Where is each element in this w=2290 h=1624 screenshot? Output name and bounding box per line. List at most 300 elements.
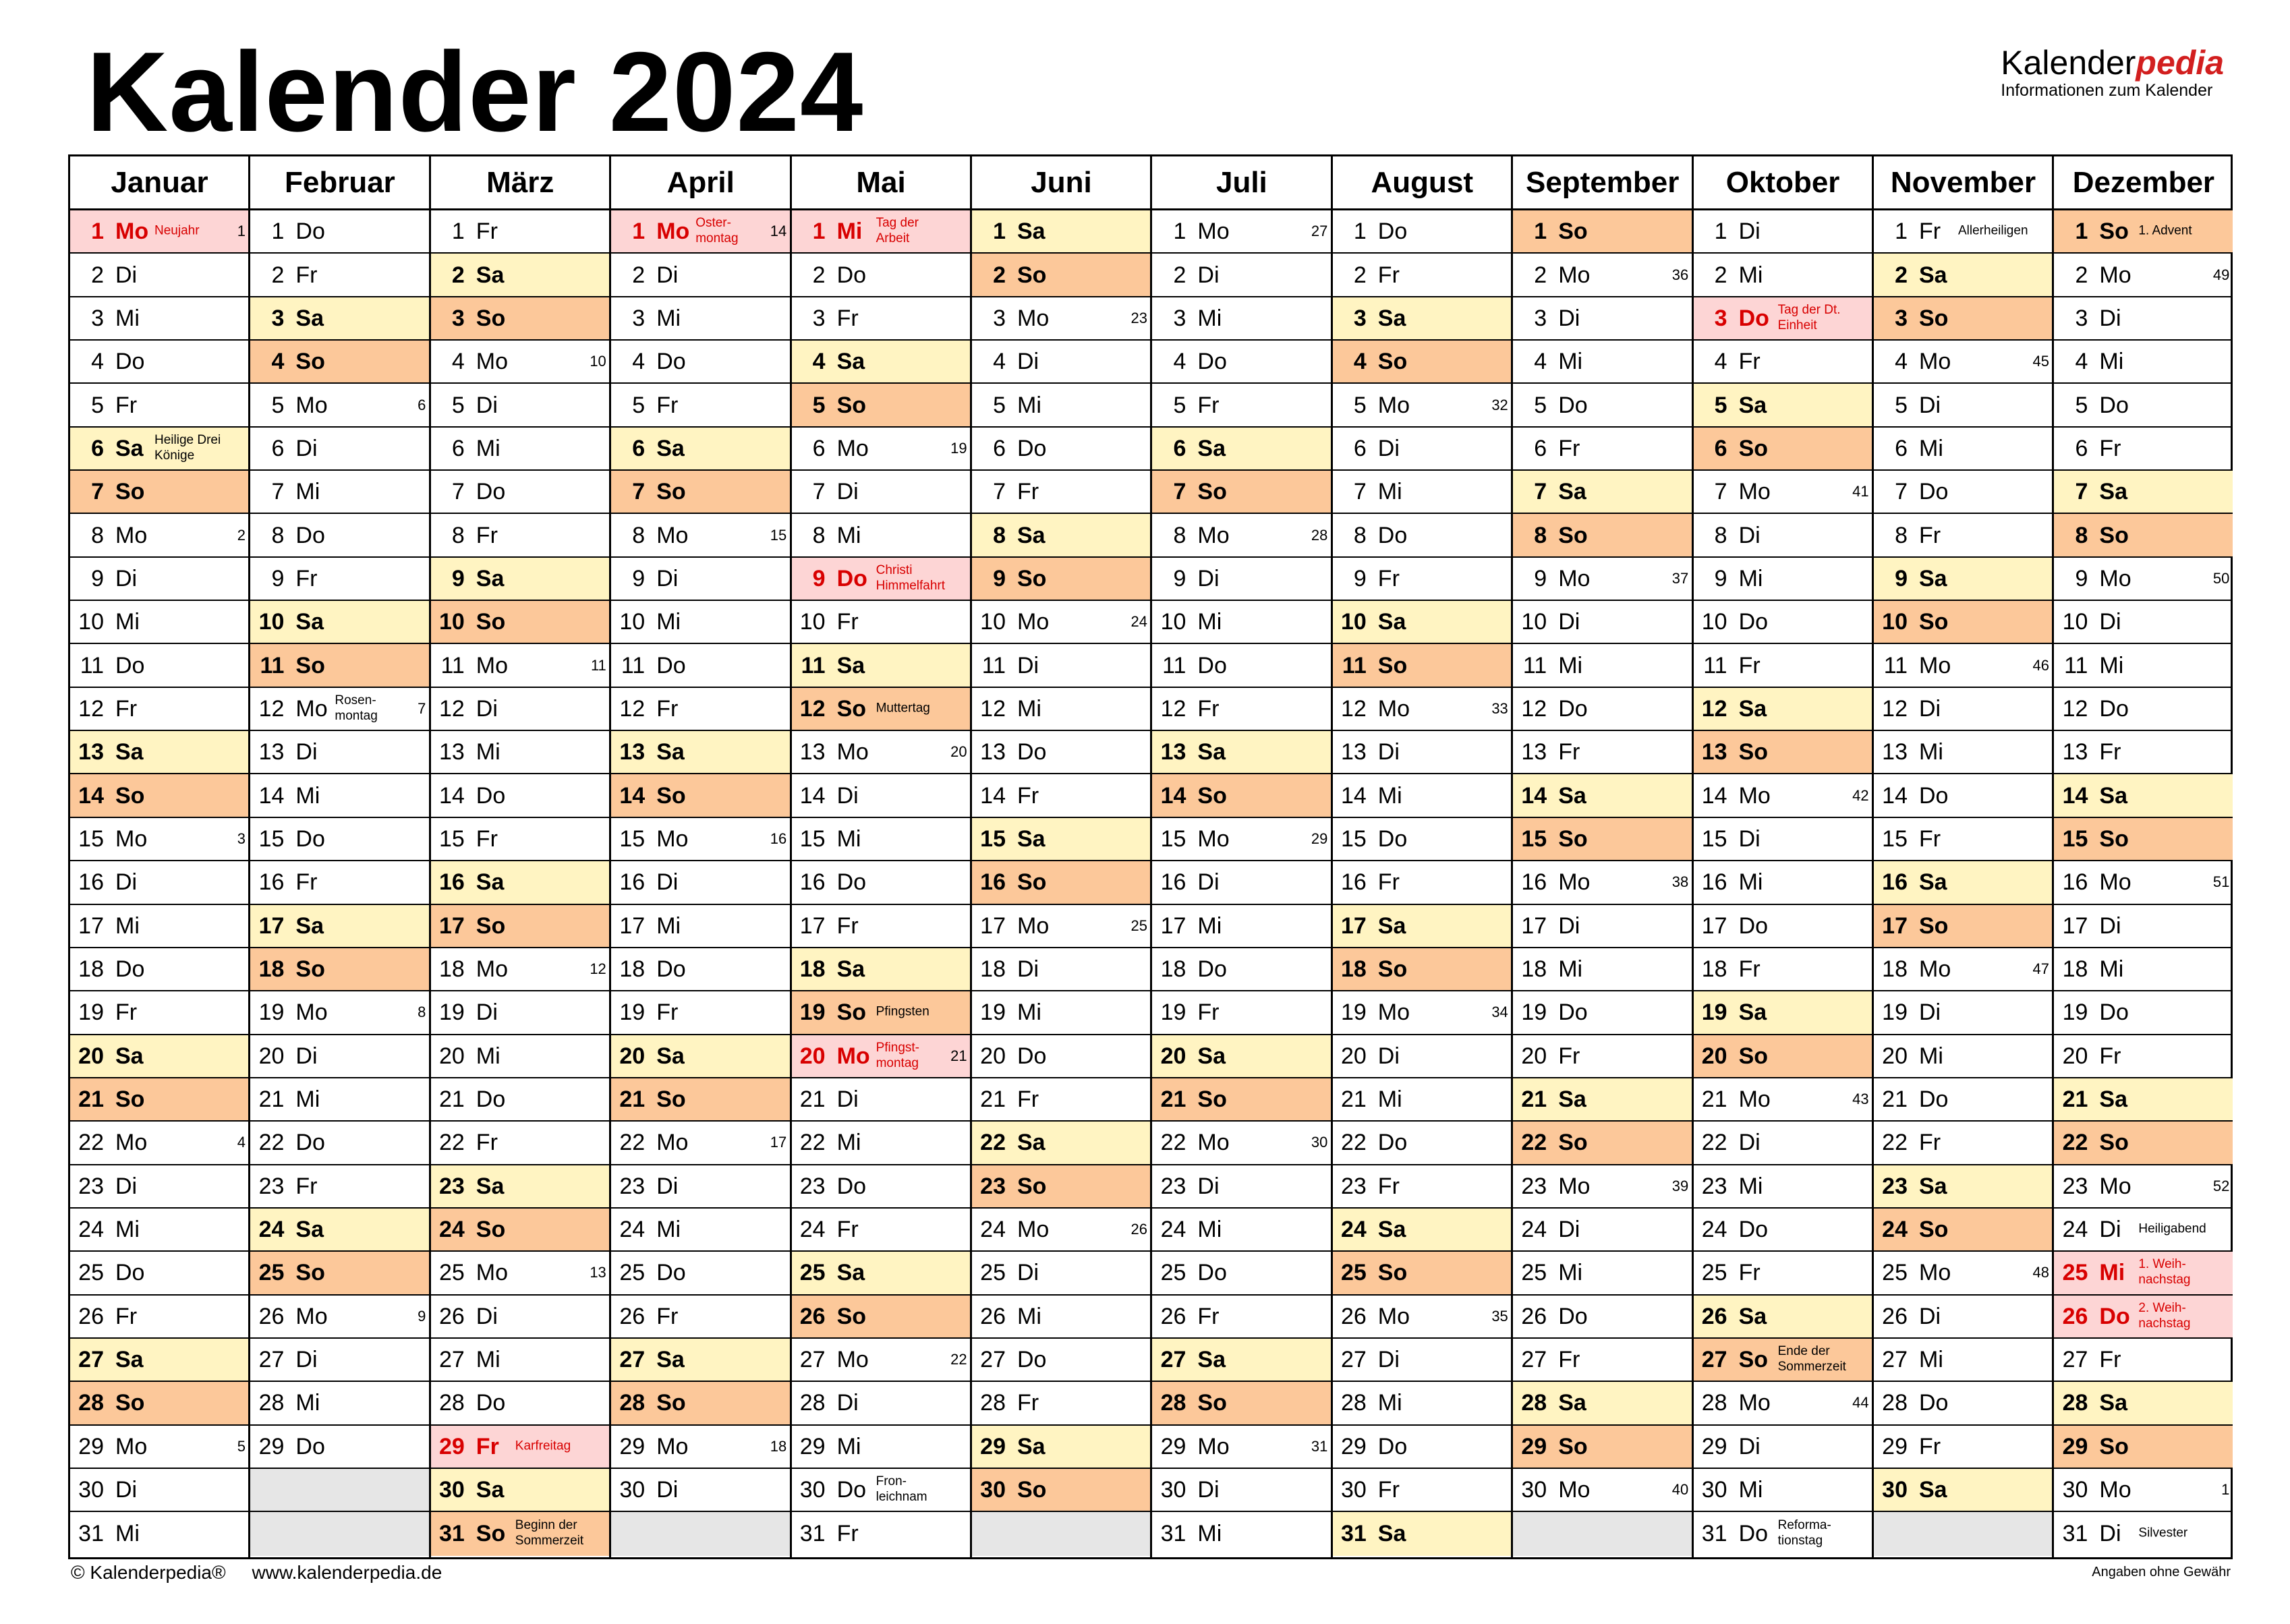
day-cell[interactable] <box>1694 210 1872 254</box>
day-cell[interactable] <box>792 774 971 817</box>
day-cell[interactable] <box>611 558 790 601</box>
day-cell[interactable] <box>1333 991 1512 1035</box>
day-cell[interactable] <box>1874 774 2053 817</box>
day-cell[interactable] <box>611 1382 790 1425</box>
day-cell[interactable] <box>431 1252 610 1295</box>
day-cell[interactable] <box>70 1122 249 1165</box>
day-cell[interactable] <box>70 297 249 341</box>
day-cell[interactable] <box>70 688 249 731</box>
day-cell[interactable] <box>1513 644 1692 687</box>
day-cell[interactable] <box>431 644 610 687</box>
day-cell[interactable] <box>1333 1209 1512 1252</box>
day-cell[interactable] <box>1333 384 1512 427</box>
day-cell[interactable] <box>1874 1339 2053 1382</box>
day-cell[interactable] <box>611 601 790 644</box>
day-cell[interactable] <box>1333 861 1512 904</box>
day-cell[interactable] <box>431 384 610 427</box>
day-cell[interactable] <box>70 1165 249 1209</box>
day-cell[interactable] <box>1333 1512 1512 1555</box>
day-cell[interactable] <box>1694 297 1872 341</box>
day-cell[interactable] <box>70 1382 249 1425</box>
day-cell[interactable] <box>611 1426 790 1469</box>
day-cell[interactable] <box>972 514 1151 557</box>
day-cell[interactable] <box>1152 1252 1331 1295</box>
day-cell[interactable] <box>70 341 249 384</box>
day-cell[interactable] <box>972 1165 1151 1209</box>
day-cell[interactable] <box>1513 384 1692 427</box>
day-cell[interactable] <box>611 210 790 254</box>
day-cell[interactable] <box>972 818 1151 861</box>
day-cell[interactable] <box>1874 1469 2053 1512</box>
day-cell[interactable] <box>2054 428 2233 471</box>
day-cell[interactable] <box>1874 948 2053 991</box>
day-cell[interactable] <box>792 1296 971 1339</box>
day-cell[interactable] <box>792 861 971 904</box>
day-cell[interactable] <box>431 1165 610 1209</box>
day-cell[interactable] <box>1333 601 1512 644</box>
day-cell[interactable] <box>972 948 1151 991</box>
day-cell[interactable] <box>611 948 790 991</box>
day-cell[interactable] <box>611 1035 790 1078</box>
day-cell[interactable] <box>1333 688 1512 731</box>
day-cell[interactable] <box>611 731 790 774</box>
day-cell[interactable] <box>2054 1426 2233 1469</box>
day-cell[interactable] <box>1333 558 1512 601</box>
day-cell[interactable] <box>431 514 610 557</box>
day-cell[interactable] <box>2054 471 2233 514</box>
day-cell[interactable] <box>611 861 790 904</box>
day-cell[interactable] <box>250 861 429 904</box>
day-cell[interactable] <box>1694 1035 1872 1078</box>
day-cell[interactable] <box>1513 1122 1692 1165</box>
day-cell[interactable] <box>1694 1382 1872 1425</box>
day-cell[interactable] <box>70 384 249 427</box>
day-cell[interactable] <box>250 341 429 384</box>
day-cell[interactable] <box>1333 341 1512 384</box>
day-cell[interactable] <box>2054 1382 2233 1425</box>
day-cell[interactable] <box>1152 948 1331 991</box>
day-cell[interactable] <box>972 428 1151 471</box>
day-cell[interactable] <box>70 471 249 514</box>
day-cell[interactable] <box>1513 341 1692 384</box>
day-cell[interactable] <box>972 1296 1151 1339</box>
day-cell[interactable] <box>431 1469 610 1512</box>
day-cell[interactable] <box>1333 254 1512 297</box>
day-cell[interactable] <box>1152 1512 1331 1555</box>
day-cell[interactable] <box>972 905 1151 948</box>
day-cell[interactable] <box>1513 818 1692 861</box>
day-cell[interactable] <box>1152 774 1331 817</box>
day-cell[interactable] <box>431 688 610 731</box>
day-cell[interactable] <box>1333 1469 1512 1512</box>
day-cell[interactable] <box>611 774 790 817</box>
day-cell[interactable] <box>1874 428 2053 471</box>
day-cell[interactable] <box>431 297 610 341</box>
day-cell[interactable] <box>1513 1165 1692 1209</box>
day-cell[interactable] <box>1874 210 2053 254</box>
day-cell[interactable] <box>611 384 790 427</box>
day-cell[interactable] <box>972 1122 1151 1165</box>
day-cell[interactable] <box>250 1209 429 1252</box>
day-cell[interactable] <box>1152 341 1331 384</box>
day-cell[interactable] <box>611 1122 790 1165</box>
day-cell[interactable] <box>1333 210 1512 254</box>
day-cell[interactable] <box>1152 1078 1331 1122</box>
day-cell[interactable] <box>1513 471 1692 514</box>
day-cell[interactable] <box>611 1209 790 1252</box>
day-cell[interactable] <box>1513 1382 1692 1425</box>
day-cell[interactable] <box>792 1469 971 1512</box>
day-cell[interactable] <box>1694 991 1872 1035</box>
day-cell[interactable] <box>1874 1252 2053 1295</box>
day-cell[interactable] <box>2054 731 2233 774</box>
day-cell[interactable] <box>250 601 429 644</box>
day-cell[interactable] <box>250 1296 429 1339</box>
day-cell[interactable] <box>972 1382 1151 1425</box>
day-cell[interactable] <box>972 861 1151 904</box>
day-cell[interactable] <box>1694 1165 1872 1209</box>
day-cell[interactable] <box>2054 1469 2233 1512</box>
day-cell[interactable] <box>1694 1339 1872 1382</box>
day-cell[interactable] <box>792 1512 971 1555</box>
day-cell[interactable] <box>792 514 971 557</box>
day-cell[interactable] <box>792 1382 971 1425</box>
day-cell[interactable] <box>250 1165 429 1209</box>
day-cell[interactable] <box>792 558 971 601</box>
day-cell[interactable] <box>250 731 429 774</box>
day-cell[interactable] <box>1874 514 2053 557</box>
day-cell[interactable] <box>1694 601 1872 644</box>
day-cell[interactable] <box>792 1252 971 1295</box>
day-cell[interactable] <box>2054 1209 2233 1252</box>
day-cell[interactable] <box>1513 558 1692 601</box>
day-cell[interactable] <box>250 1122 429 1165</box>
day-cell[interactable] <box>1694 384 1872 427</box>
day-cell[interactable] <box>611 428 790 471</box>
day-cell[interactable] <box>1874 905 2053 948</box>
day-cell[interactable] <box>431 731 610 774</box>
day-cell[interactable] <box>1333 514 1512 557</box>
day-cell[interactable] <box>431 1122 610 1165</box>
day-cell[interactable] <box>611 1078 790 1122</box>
day-cell[interactable] <box>70 731 249 774</box>
day-cell[interactable] <box>1152 514 1331 557</box>
day-cell[interactable] <box>792 1209 971 1252</box>
day-cell[interactable] <box>1152 1035 1331 1078</box>
day-cell[interactable] <box>70 818 249 861</box>
day-cell[interactable] <box>1333 297 1512 341</box>
day-cell[interactable] <box>1874 558 2053 601</box>
day-cell[interactable] <box>792 991 971 1035</box>
day-cell[interactable] <box>2054 1035 2233 1078</box>
day-cell[interactable] <box>250 210 429 254</box>
day-cell[interactable] <box>1152 644 1331 687</box>
day-cell[interactable] <box>70 1252 249 1295</box>
day-cell[interactable] <box>2054 1252 2233 1295</box>
day-cell[interactable] <box>1874 861 2053 904</box>
day-cell[interactable] <box>1513 731 1692 774</box>
day-cell[interactable] <box>611 1469 790 1512</box>
day-cell[interactable] <box>972 774 1151 817</box>
day-cell[interactable] <box>70 1035 249 1078</box>
day-cell[interactable] <box>1333 905 1512 948</box>
day-cell[interactable] <box>792 644 971 687</box>
day-cell[interactable] <box>70 210 249 254</box>
day-cell[interactable] <box>250 514 429 557</box>
day-cell[interactable] <box>1874 1296 2053 1339</box>
day-cell[interactable] <box>792 1426 971 1469</box>
day-cell[interactable] <box>431 471 610 514</box>
day-cell[interactable] <box>1333 1122 1512 1165</box>
day-cell[interactable] <box>1333 1339 1512 1382</box>
day-cell[interactable] <box>611 1339 790 1382</box>
day-cell[interactable] <box>1513 1252 1692 1295</box>
day-cell[interactable] <box>611 1296 790 1339</box>
day-cell[interactable] <box>1513 601 1692 644</box>
day-cell[interactable] <box>1874 297 2053 341</box>
day-cell[interactable] <box>1874 1165 2053 1209</box>
day-cell[interactable] <box>431 948 610 991</box>
day-cell[interactable] <box>611 644 790 687</box>
day-cell[interactable] <box>2054 1078 2233 1122</box>
day-cell[interactable] <box>250 905 429 948</box>
day-cell[interactable] <box>1152 1122 1331 1165</box>
day-cell[interactable] <box>250 818 429 861</box>
day-cell[interactable] <box>2054 601 2233 644</box>
day-cell[interactable] <box>1513 1426 1692 1469</box>
day-cell[interactable] <box>70 1078 249 1122</box>
day-cell[interactable] <box>972 1426 1151 1469</box>
day-cell[interactable] <box>972 1035 1151 1078</box>
day-cell[interactable] <box>2054 210 2233 254</box>
day-cell[interactable] <box>1333 774 1512 817</box>
day-cell[interactable] <box>611 818 790 861</box>
day-cell[interactable] <box>431 428 610 471</box>
day-cell[interactable] <box>250 991 429 1035</box>
day-cell[interactable] <box>1874 1035 2053 1078</box>
day-cell[interactable] <box>1513 1209 1692 1252</box>
day-cell[interactable] <box>611 991 790 1035</box>
day-cell[interactable] <box>1513 991 1692 1035</box>
day-cell[interactable] <box>2054 297 2233 341</box>
day-cell[interactable] <box>1333 1296 1512 1339</box>
day-cell[interactable] <box>792 1339 971 1382</box>
day-cell[interactable] <box>1874 254 2053 297</box>
day-cell[interactable] <box>1874 601 2053 644</box>
day-cell[interactable] <box>972 688 1151 731</box>
day-cell[interactable] <box>70 991 249 1035</box>
day-cell[interactable] <box>431 1209 610 1252</box>
day-cell[interactable] <box>972 254 1151 297</box>
day-cell[interactable] <box>431 341 610 384</box>
day-cell[interactable] <box>792 1122 971 1165</box>
day-cell[interactable] <box>1874 688 2053 731</box>
day-cell[interactable] <box>792 428 971 471</box>
day-cell[interactable] <box>2054 384 2233 427</box>
day-cell[interactable] <box>1333 644 1512 687</box>
day-cell[interactable] <box>1152 1426 1331 1469</box>
day-cell[interactable] <box>70 905 249 948</box>
day-cell[interactable] <box>250 1382 429 1425</box>
day-cell[interactable] <box>792 254 971 297</box>
day-cell[interactable] <box>431 254 610 297</box>
day-cell[interactable] <box>2054 254 2233 297</box>
day-cell[interactable] <box>2054 861 2233 904</box>
day-cell[interactable] <box>2054 688 2233 731</box>
day-cell[interactable] <box>972 644 1151 687</box>
day-cell[interactable] <box>611 297 790 341</box>
day-cell[interactable] <box>250 688 429 731</box>
day-cell[interactable] <box>1694 1209 1872 1252</box>
day-cell[interactable] <box>611 688 790 731</box>
day-cell[interactable] <box>1513 905 1692 948</box>
day-cell[interactable] <box>431 1382 610 1425</box>
day-cell[interactable] <box>70 514 249 557</box>
day-cell[interactable] <box>1694 1426 1872 1469</box>
day-cell[interactable] <box>2054 1339 2233 1382</box>
day-cell[interactable] <box>1152 254 1331 297</box>
day-cell[interactable] <box>1513 1035 1692 1078</box>
day-cell[interactable] <box>2054 514 2233 557</box>
day-cell[interactable] <box>2054 1165 2233 1209</box>
day-cell[interactable] <box>1694 1122 1872 1165</box>
day-cell[interactable] <box>1694 341 1872 384</box>
day-cell[interactable] <box>1333 428 1512 471</box>
day-cell[interactable] <box>1874 1426 2053 1469</box>
day-cell[interactable] <box>611 1165 790 1209</box>
day-cell[interactable] <box>792 731 971 774</box>
day-cell[interactable] <box>431 1296 610 1339</box>
day-cell[interactable] <box>1694 1252 1872 1295</box>
day-cell[interactable] <box>1152 991 1331 1035</box>
day-cell[interactable] <box>70 644 249 687</box>
day-cell[interactable] <box>250 774 429 817</box>
day-cell[interactable] <box>70 774 249 817</box>
day-cell[interactable] <box>972 1252 1151 1295</box>
day-cell[interactable] <box>70 428 249 471</box>
day-cell[interactable] <box>1513 210 1692 254</box>
day-cell[interactable] <box>431 991 610 1035</box>
day-cell[interactable] <box>972 1209 1151 1252</box>
day-cell[interactable] <box>70 558 249 601</box>
day-cell[interactable] <box>250 384 429 427</box>
day-cell[interactable] <box>250 254 429 297</box>
day-cell[interactable] <box>70 1339 249 1382</box>
day-cell[interactable] <box>792 1035 971 1078</box>
day-cell[interactable] <box>1152 601 1331 644</box>
day-cell[interactable] <box>1333 818 1512 861</box>
day-cell[interactable] <box>70 1469 249 1512</box>
day-cell[interactable] <box>70 1512 249 1555</box>
day-cell[interactable] <box>972 1469 1151 1512</box>
day-cell[interactable] <box>1694 644 1872 687</box>
day-cell[interactable] <box>792 818 971 861</box>
day-cell[interactable] <box>972 731 1151 774</box>
day-cell[interactable] <box>1152 558 1331 601</box>
day-cell[interactable] <box>1874 1209 2053 1252</box>
day-cell[interactable] <box>2054 774 2233 817</box>
day-cell[interactable] <box>1333 948 1512 991</box>
day-cell[interactable] <box>1513 688 1692 731</box>
day-cell[interactable] <box>1874 384 2053 427</box>
day-cell[interactable] <box>1513 861 1692 904</box>
day-cell[interactable] <box>1152 471 1331 514</box>
day-cell[interactable] <box>1694 688 1872 731</box>
day-cell[interactable] <box>70 1209 249 1252</box>
day-cell[interactable] <box>431 1339 610 1382</box>
day-cell[interactable] <box>431 774 610 817</box>
day-cell[interactable] <box>1513 297 1692 341</box>
day-cell[interactable] <box>1694 1512 1872 1555</box>
day-cell[interactable] <box>1694 905 1872 948</box>
day-cell[interactable] <box>1513 948 1692 991</box>
day-cell[interactable] <box>1333 1078 1512 1122</box>
day-cell[interactable] <box>1152 1296 1331 1339</box>
day-cell[interactable] <box>792 905 971 948</box>
day-cell[interactable] <box>431 1078 610 1122</box>
day-cell[interactable] <box>1152 905 1331 948</box>
day-cell[interactable] <box>1333 1252 1512 1295</box>
day-cell[interactable] <box>792 471 971 514</box>
day-cell[interactable] <box>1513 428 1692 471</box>
day-cell[interactable] <box>611 254 790 297</box>
day-cell[interactable] <box>1874 731 2053 774</box>
day-cell[interactable] <box>1513 1296 1692 1339</box>
day-cell[interactable] <box>1694 471 1872 514</box>
day-cell[interactable] <box>792 948 971 991</box>
day-cell[interactable] <box>1513 774 1692 817</box>
day-cell[interactable] <box>2054 818 2233 861</box>
day-cell[interactable] <box>431 1035 610 1078</box>
day-cell[interactable] <box>972 1339 1151 1382</box>
day-cell[interactable] <box>250 1035 429 1078</box>
day-cell[interactable] <box>792 1165 971 1209</box>
day-cell[interactable] <box>1513 1469 1692 1512</box>
day-cell[interactable] <box>1874 644 2053 687</box>
day-cell[interactable] <box>1694 1078 1872 1122</box>
day-cell[interactable] <box>431 1426 610 1469</box>
day-cell[interactable] <box>2054 644 2233 687</box>
day-cell[interactable] <box>1874 991 2053 1035</box>
day-cell[interactable] <box>1333 1426 1512 1469</box>
day-cell[interactable] <box>972 558 1151 601</box>
day-cell[interactable] <box>1152 818 1331 861</box>
day-cell[interactable] <box>431 210 610 254</box>
day-cell[interactable] <box>2054 1512 2233 1555</box>
day-cell[interactable] <box>250 297 429 341</box>
day-cell[interactable] <box>70 861 249 904</box>
day-cell[interactable] <box>1874 471 2053 514</box>
day-cell[interactable] <box>972 601 1151 644</box>
day-cell[interactable] <box>2054 1122 2233 1165</box>
day-cell[interactable] <box>70 948 249 991</box>
day-cell[interactable] <box>2054 991 2233 1035</box>
day-cell[interactable] <box>792 688 971 731</box>
day-cell[interactable] <box>792 601 971 644</box>
day-cell[interactable] <box>972 384 1151 427</box>
day-cell[interactable] <box>1333 731 1512 774</box>
day-cell[interactable] <box>1152 731 1331 774</box>
day-cell[interactable] <box>1152 1165 1331 1209</box>
day-cell[interactable] <box>250 1078 429 1122</box>
day-cell[interactable] <box>1694 731 1872 774</box>
day-cell[interactable] <box>1152 428 1331 471</box>
day-cell[interactable] <box>1152 1469 1331 1512</box>
day-cell[interactable] <box>250 428 429 471</box>
day-cell[interactable] <box>431 861 610 904</box>
day-cell[interactable] <box>1333 1165 1512 1209</box>
day-cell[interactable] <box>1694 558 1872 601</box>
